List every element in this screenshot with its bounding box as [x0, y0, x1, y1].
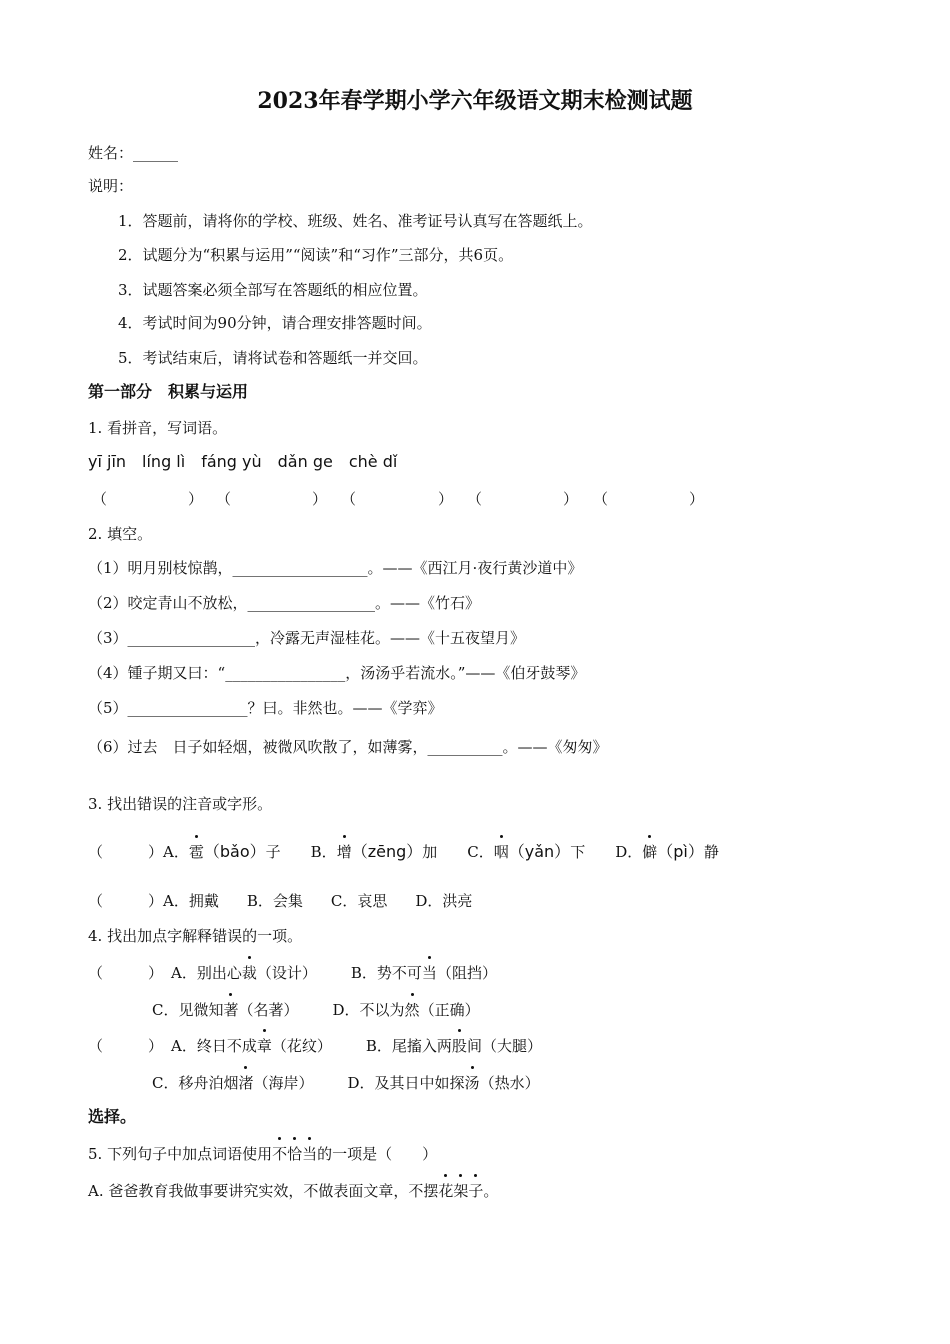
dotted-char: 架: [453, 1182, 469, 1200]
option-a: A．: [163, 843, 189, 861]
note-item: 3．试题答案必须全部写在答题纸的相应位置。: [118, 281, 428, 299]
option-d: D．不以为: [332, 1001, 405, 1019]
q5-prompt-text: 的一项是（ ）: [317, 1145, 438, 1163]
option-text: （海岸）: [253, 1074, 314, 1092]
option-a: A．终日不成: [171, 1037, 257, 1055]
q4-prompt: 4. 找出加点字解释错误的一项。: [88, 927, 303, 945]
answer-bracket-close: ）: [438, 490, 454, 508]
q5-prompt-text: 5. 下列句子中加点词语使用: [88, 1145, 273, 1163]
answer-bracket-open: （: [341, 490, 357, 508]
note-item: 4．考试时间为90分钟，请合理安排答题时间。: [118, 314, 432, 332]
dotted-char: 股: [451, 1037, 467, 1055]
note-item: 1．答题前，请将你的学校、班级、姓名、准考证号认真写在答题纸上。: [118, 212, 593, 230]
pinyin-word: dǎn ge: [277, 452, 333, 471]
answer-paren: （ ）: [88, 843, 164, 861]
q4-group2-row1: [88, 1036, 542, 1056]
answer-paren: （ ）: [88, 892, 164, 910]
dotted-char: 不: [272, 1145, 288, 1163]
option-text: 下: [570, 843, 586, 861]
option-text: （设计）: [256, 964, 317, 982]
option-c: C．移舟泊烟: [152, 1074, 239, 1092]
option-c: C．: [467, 843, 494, 861]
answer-bracket-close: ）: [312, 490, 328, 508]
answer-bracket-open: （: [92, 490, 108, 508]
answer-bracket-open: （: [216, 490, 232, 508]
q5-prompt: [88, 1144, 437, 1164]
dotted-char: 章: [256, 1037, 272, 1055]
option-text: （热水）: [479, 1074, 540, 1092]
option-c: C．哀思: [330, 892, 388, 910]
pinyin: （bǎo）: [203, 842, 266, 861]
option-d: D．: [615, 843, 643, 861]
answer-bracket-open: （: [467, 490, 483, 508]
pinyin-word: chè dǐ: [348, 452, 398, 471]
dotted-char: 僻: [642, 843, 658, 861]
option-a: A．别出心: [171, 964, 242, 982]
answer-bracket-close: ）: [689, 490, 705, 508]
answer-paren: （ ）: [88, 1037, 164, 1055]
option-text: 加: [422, 843, 438, 861]
answer-bracket-close: ）: [188, 490, 204, 508]
dotted-char: 裁: [241, 964, 257, 982]
option-b: B．尾搐入两: [365, 1037, 452, 1055]
q2-item: （3）_________________，冷露无声湿桂花。——《十五夜望月》: [88, 629, 526, 647]
option-text: （阻挡）: [436, 964, 497, 982]
page-title: 2023年春学期小学六年级语文期末检测试题: [257, 88, 693, 114]
dotted-char: 雹: [188, 843, 204, 861]
name-line: 姓名：______: [88, 144, 179, 162]
option-text: 。: [483, 1182, 499, 1200]
q5-option-a: [88, 1181, 498, 1201]
option-text: 子: [265, 843, 281, 861]
option-text: （花纹）: [271, 1037, 332, 1055]
option-b: B．: [310, 843, 337, 861]
part1-heading: 第一部分 积累与运用: [88, 382, 249, 401]
dotted-char: 然: [404, 1001, 420, 1019]
q3-row2: [88, 891, 472, 911]
dotted-char: 增: [336, 843, 352, 861]
choice-heading: 选择。: [88, 1107, 137, 1126]
option-text: （名著）: [238, 1001, 299, 1019]
pinyin: （zēng）: [351, 842, 423, 861]
dotted-char: 当: [421, 964, 437, 982]
option-text: 间（大腿）: [466, 1037, 542, 1055]
q2-prompt: 2. 填空。: [88, 525, 153, 543]
q4-group1-row1: [88, 963, 497, 983]
dotted-char: 花: [438, 1182, 454, 1200]
q2-item: （2）咬定青山不放松，_________________。——《竹石》: [88, 594, 481, 612]
q2-item: （4）锺子期又曰：“________________，汤汤乎若流水。”——《伯牙鼓琴》: [88, 664, 586, 682]
answer-paren: （ ）: [88, 964, 164, 982]
q2-item: （1）明月别枝惊鹊，__________________。——《西江月·夜行黄沙道中》: [88, 559, 583, 577]
q4-group2-row2: [152, 1073, 540, 1093]
dotted-char: 渚: [238, 1074, 254, 1092]
dotted-char: 咽: [493, 843, 509, 861]
dotted-char: 当: [302, 1145, 318, 1163]
note-item: 2．试题分为“积累与运用”“阅读”和“习作”三部分，共6页。: [118, 246, 514, 264]
pinyin: （yǎn）: [508, 842, 571, 861]
option-d: D．洪亮: [415, 892, 473, 910]
option-a: A．拥戴: [163, 892, 219, 910]
pinyin-word: yī jīn: [88, 452, 127, 471]
pinyin: （pì）: [657, 842, 704, 861]
note-item: 5．考试结束后，请将试卷和答题纸一并交回。: [118, 349, 428, 367]
option-d: D．及其日中如探: [347, 1074, 465, 1092]
q1-pinyin-row: [88, 452, 397, 472]
q4-group1-row2: [152, 1000, 480, 1020]
pinyin-word: fáng yù: [201, 452, 262, 471]
dotted-char: 子: [468, 1182, 484, 1200]
answer-bracket-close: ）: [563, 490, 579, 508]
option-b: B．会集: [246, 892, 303, 910]
dotted-char: 著: [223, 1001, 239, 1019]
q2-item: （6）过去 日子如轻烟，被微风吹散了，如薄雾，__________。——《匆匆》: [88, 738, 608, 756]
q2-item: （5）________________？曰。非然也。——《学弈》: [88, 699, 443, 717]
q3-prompt: 3. 找出错误的注音或字形。: [88, 795, 273, 813]
dotted-char: 汤: [464, 1074, 480, 1092]
answer-bracket-open: （: [593, 490, 609, 508]
option-text: （正确）: [419, 1001, 480, 1019]
option-text: 静: [703, 843, 719, 861]
option-c: C．见微知: [152, 1001, 224, 1019]
option-b: B．势不可: [350, 964, 422, 982]
dotted-char: 恰: [287, 1145, 303, 1163]
q3-row1: [88, 842, 719, 862]
option-text: A. 爸爸教育我做事要讲究实效，不做表面文章，不摆: [88, 1182, 439, 1200]
pinyin-word: líng lì: [142, 452, 186, 471]
notes-label: 说明：: [88, 177, 134, 195]
q1-prompt: 1. 看拼音，写词语。: [88, 419, 228, 437]
